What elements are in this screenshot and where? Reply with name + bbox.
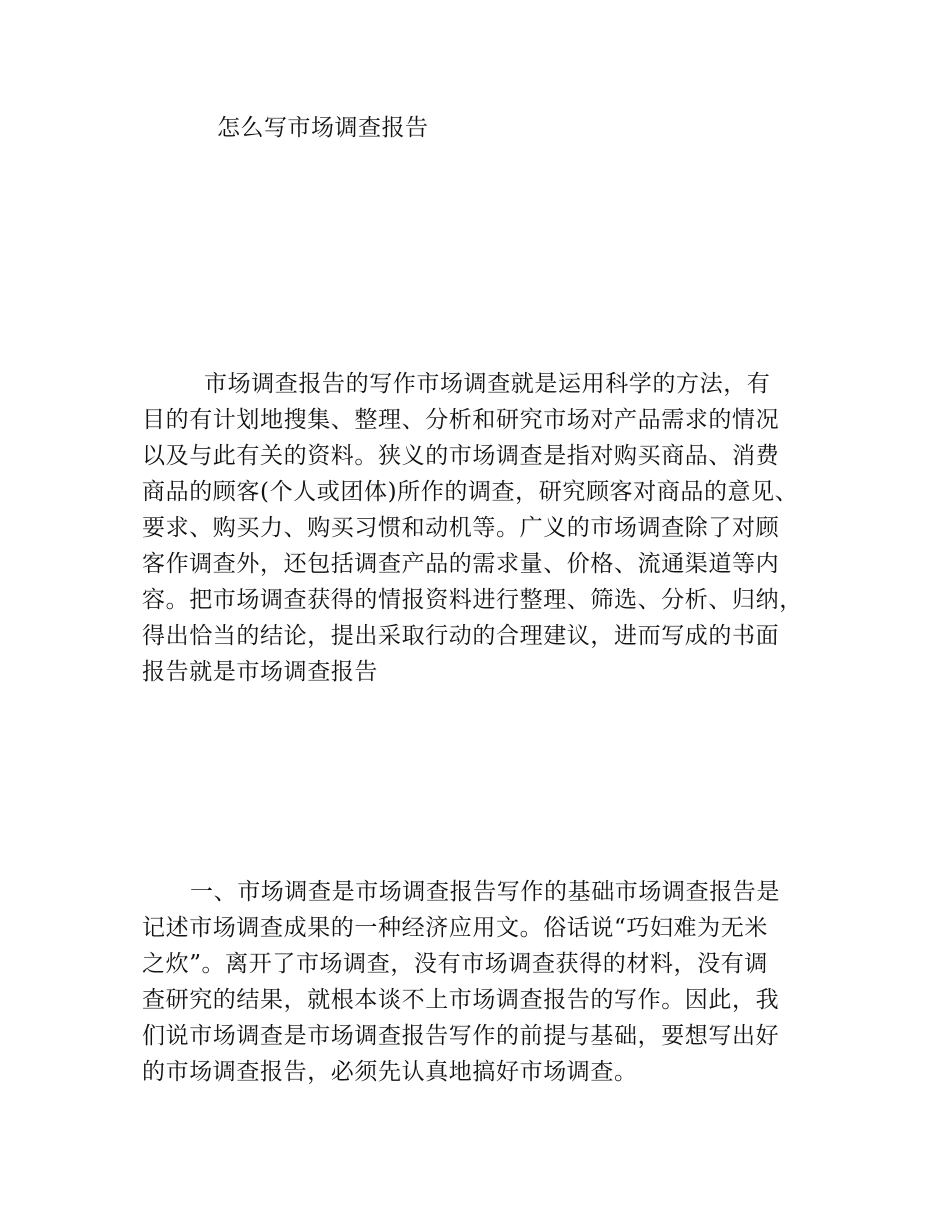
paragraph-line: 们说市场调查是市场调查报告写作的前提与基础，要想写出好 — [142, 1023, 780, 1049]
paragraph-line: 报告就是市场调查报告 — [142, 659, 378, 685]
paragraph-line: 以及与此有关的资料。狭义的市场调查是指对购买商品、消费 — [142, 443, 780, 469]
paragraph-line: 目的有计划地搜集、整理、分析和研究市场对产品需求的情况 — [142, 407, 780, 433]
paragraph-line: 的市场调查报告，必须先认真地搞好市场调查。 — [142, 1059, 638, 1085]
paragraph-line: 得出恰当的结论，提出采取行动的合理建议，进而写成的书面 — [142, 623, 780, 649]
paragraph-line: 商品的顾客(个人或团体)所作的调查，研究顾客对商品的意见、 — [142, 479, 799, 505]
paragraph-line: 查研究的结果，就根本谈不上市场调查报告的写作。因此，我 — [142, 987, 780, 1013]
paragraph-line: 要求、购买力、购买习惯和动机等。广义的市场调查除了对顾 — [142, 515, 780, 541]
paragraph-line: 客作调查外，还包括调查产品的需求量、价格、流通渠道等内 — [142, 551, 780, 577]
paragraph-line: 一、市场调查是市场调查报告写作的基础市场调查报告是 — [190, 879, 780, 905]
paragraph-line: 记述市场调查成果的一种经济应用文。俗话说“巧妇难为无米 — [142, 915, 768, 941]
paragraph-line: 容。把市场调查获得的情报资料进行整理、筛选、分析、归纳， — [142, 587, 803, 613]
paragraph-section-one — [142, 874, 832, 1090]
paragraph-line: 市场调查报告的写作市场调查就是运用科学的方法，有 — [204, 371, 771, 397]
paragraph-market-research-definition — [142, 366, 832, 690]
paragraph-line: 之炊”。离开了市场调查，没有市场调查获得的材料，没有调 — [142, 951, 768, 977]
document-title: 怎么写市场调查报告 — [217, 115, 429, 141]
